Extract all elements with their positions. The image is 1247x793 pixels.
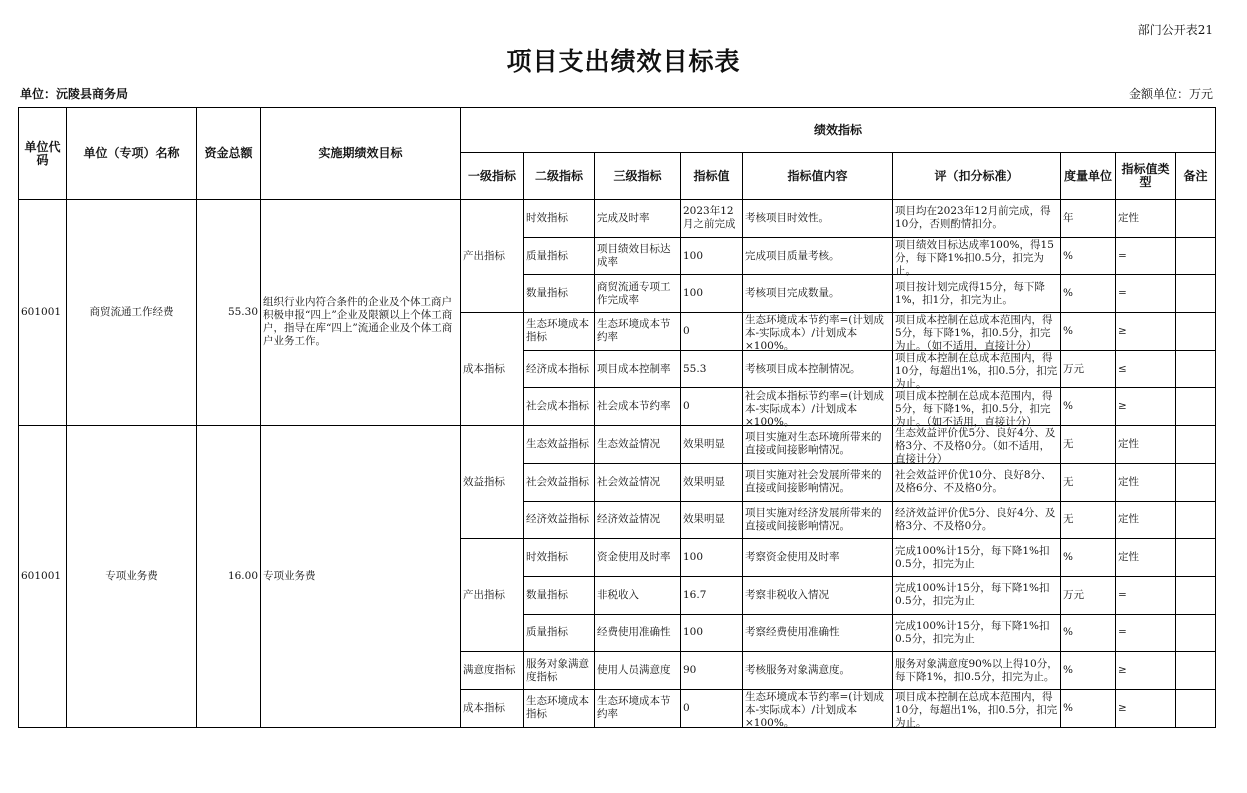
value-cell-text: 90 — [683, 664, 697, 677]
measure-unit-cell — [1061, 614, 1116, 652]
remark-cell — [1176, 350, 1216, 388]
content-cell — [743, 350, 893, 388]
criteria-cell — [893, 539, 1061, 577]
level2-cell — [524, 539, 595, 577]
level2-cell — [524, 313, 595, 351]
level3-cell-text: 生态环境成本节约率 — [597, 695, 671, 721]
content-cell-text: 考核项目完成数量。 — [745, 287, 840, 300]
level2-cell — [524, 501, 595, 539]
header-content: 指标值内容 — [743, 153, 893, 200]
remark-cell — [1176, 275, 1216, 313]
level2-cell-text: 生态环境成本指标 — [526, 318, 589, 344]
content-cell-text: 考察经费使用准确性 — [745, 626, 840, 639]
level2-cell-text: 经济成本指标 — [526, 362, 589, 375]
project-name-cell — [67, 426, 197, 728]
content-cell — [743, 539, 893, 577]
header-criteria: 评（扣分标准） — [893, 153, 1061, 200]
value-cell-text: 100 — [683, 249, 704, 262]
value-type-cell — [1116, 652, 1176, 690]
value-cell-text: 100 — [683, 287, 704, 300]
criteria-cell-text: 项目成本控制在总成本范围内，得5分，每下降1%，扣0.5分，扣完为止。（如不适用，直接计分） — [895, 389, 1053, 428]
criteria-cell-text: 经济效益评价优5分、良好4分、及格3分、不及格0分。 — [895, 506, 1056, 532]
level2-cell — [524, 463, 595, 501]
table-number-label: 部门公开表21 — [1137, 23, 1213, 37]
measure-unit-cell — [1061, 313, 1116, 351]
measure-unit-cell — [1061, 576, 1116, 614]
value-type-cell — [1116, 689, 1176, 727]
value-type-cell-text: 定性 — [1118, 437, 1139, 450]
amount-cell-text: 55.30 — [227, 306, 258, 319]
measure-unit-cell-text: % — [1063, 400, 1073, 413]
value-cell — [681, 350, 743, 388]
measure-unit-cell-text: % — [1063, 324, 1073, 337]
level1-cell-text: 产出指标 — [463, 249, 505, 262]
value-type-cell — [1116, 614, 1176, 652]
value-type-cell — [1116, 426, 1176, 464]
level3-cell — [595, 237, 681, 275]
measure-unit-cell-text: % — [1063, 551, 1073, 564]
content-cell — [743, 275, 893, 313]
level2-cell — [524, 689, 595, 727]
measure-unit-cell-text: % — [1063, 664, 1073, 677]
content-cell-text: 考察资金使用及时率 — [745, 551, 840, 564]
amount-cell — [197, 426, 261, 728]
criteria-cell — [893, 614, 1061, 652]
measure-unit-cell-text: 无 — [1063, 475, 1074, 488]
goal-cell-text: 专项业务费 — [263, 569, 316, 582]
value-cell — [681, 426, 743, 464]
level2-cell — [524, 426, 595, 464]
value-cell — [681, 501, 743, 539]
value-type-cell-text: 定性 — [1118, 513, 1139, 526]
level1-cell — [461, 426, 524, 539]
content-cell-text: 考察非税收入情况 — [745, 588, 829, 601]
level3-cell-text: 项目绩效目标达成率 — [597, 243, 671, 269]
header-value: 指标值 — [681, 153, 743, 200]
measure-unit-cell-text: 年 — [1063, 211, 1074, 224]
level3-cell — [595, 539, 681, 577]
header-indicators: 绩效指标 — [461, 108, 1216, 153]
amount-cell — [197, 200, 261, 426]
measure-unit-cell — [1061, 388, 1116, 426]
value-cell-text: 100 — [683, 626, 704, 639]
measure-unit-cell-text: 无 — [1063, 437, 1074, 450]
level3-cell-text: 生态效益情况 — [597, 437, 660, 450]
goal-cell — [261, 200, 461, 426]
measure-unit-cell — [1061, 350, 1116, 388]
content-cell — [743, 652, 893, 690]
level3-cell — [595, 689, 681, 727]
value-cell-text: 0 — [683, 400, 690, 413]
content-cell — [743, 237, 893, 275]
content-cell — [743, 388, 893, 426]
criteria-cell-text: 项目成本控制在总成本范围内，得10分，每超出1%，扣0.5分，扣完为止。 — [895, 352, 1058, 391]
remark-cell — [1176, 388, 1216, 426]
header-goal: 实施期绩效目标 — [261, 108, 461, 200]
measure-unit-cell — [1061, 426, 1116, 464]
goal-cell — [261, 426, 461, 728]
criteria-cell-text: 项目绩效目标达成率100%，得15分，每下降1%扣0.5分，扣完为止。 — [895, 239, 1054, 278]
measure-unit-cell — [1061, 539, 1116, 577]
header-name: 单位（专项）名称 — [67, 108, 197, 200]
value-type-cell-text: = — [1118, 588, 1127, 601]
level3-cell — [595, 501, 681, 539]
measure-unit-cell-text: 万元 — [1063, 588, 1084, 601]
level3-cell-text: 项目成本控制率 — [597, 362, 671, 375]
value-cell — [681, 275, 743, 313]
level1-cell-text: 成本指标 — [463, 701, 505, 714]
level2-cell-text: 时效指标 — [526, 211, 568, 224]
level1-cell-text: 效益指标 — [463, 475, 505, 488]
criteria-cell — [893, 689, 1061, 730]
remark-cell — [1176, 313, 1216, 351]
value-type-cell — [1116, 313, 1176, 351]
level2-cell-text: 质量指标 — [526, 249, 568, 262]
remark-cell — [1176, 539, 1216, 577]
level2-cell — [524, 275, 595, 313]
level2-cell-text: 质量指标 — [526, 626, 568, 639]
value-cell — [681, 689, 743, 727]
level2-cell — [524, 350, 595, 388]
measure-unit-cell-text: % — [1063, 249, 1073, 262]
level1-cell — [461, 313, 524, 426]
level2-cell-text: 数量指标 — [526, 287, 568, 300]
measure-unit-cell — [1061, 652, 1116, 690]
criteria-cell — [893, 652, 1061, 690]
measure-unit-cell — [1061, 689, 1116, 727]
remark-cell — [1176, 237, 1216, 275]
value-type-cell-text: 定性 — [1118, 475, 1139, 488]
remark-cell — [1176, 200, 1216, 238]
level2-cell — [524, 652, 595, 690]
value-cell — [681, 313, 743, 351]
criteria-cell — [893, 237, 1061, 278]
value-cell-text: 16.7 — [683, 588, 707, 601]
content-cell — [743, 200, 893, 238]
criteria-cell — [893, 200, 1061, 238]
header-amount: 资金总额 — [197, 108, 261, 200]
level1-cell — [461, 652, 524, 690]
content-cell — [743, 501, 893, 539]
content-cell — [743, 614, 893, 652]
level1-cell-text: 产出指标 — [463, 588, 505, 601]
level2-cell — [524, 614, 595, 652]
value-type-cell-text: ≥ — [1118, 664, 1127, 677]
content-cell-text: 生态环境成本节约率=(计划成本-实际成本）/计划成本×100%。 — [745, 691, 884, 730]
remark-cell — [1176, 614, 1216, 652]
level2-cell — [524, 576, 595, 614]
level3-cell-text: 经费使用准确性 — [597, 626, 671, 639]
level1-cell-text: 成本指标 — [463, 362, 505, 375]
header-value-type: 指标值类型 — [1116, 153, 1176, 200]
content-cell-text: 考核服务对象满意度。 — [745, 664, 850, 677]
level2-cell — [524, 237, 595, 275]
criteria-cell — [893, 275, 1061, 313]
header-level2: 二级指标 — [524, 153, 595, 200]
goal-cell-text: 组织行业内符合条件的企业及个体工商户积极申报“四上”企业及限额以上个体工商户，指导在库“四上”流通企业及个体工商户业务工作。 — [263, 295, 453, 347]
value-cell — [681, 576, 743, 614]
level3-cell — [595, 614, 681, 652]
money-unit-label: 金额单位：万元 — [1128, 87, 1213, 101]
measure-unit-cell-text: % — [1063, 287, 1073, 300]
value-type-cell — [1116, 237, 1176, 275]
level2-cell-text: 时效指标 — [526, 551, 568, 564]
content-cell — [743, 576, 893, 614]
level3-cell — [595, 388, 681, 426]
value-type-cell-text: 定性 — [1118, 211, 1139, 224]
unit-label: 单位：沅陵县商务局 — [20, 87, 129, 101]
value-cell — [681, 539, 743, 577]
content-cell — [743, 313, 893, 351]
content-cell — [743, 463, 893, 501]
criteria-cell-text: 完成100%计15分，每下降1%扣0.5分，扣完为止 — [895, 544, 1050, 570]
value-cell-text: 效果明显 — [683, 513, 725, 526]
header-remark: 备注 — [1176, 153, 1216, 200]
unit-code-cell-text: 601001 — [21, 306, 62, 319]
remark-cell — [1176, 501, 1216, 539]
level1-cell — [461, 539, 524, 652]
criteria-cell-text: 项目按计划完成得15分，每下降1%，扣1分，扣完为止。 — [895, 280, 1045, 306]
measure-unit-cell-text: 万元 — [1063, 362, 1084, 375]
value-type-cell — [1116, 501, 1176, 539]
criteria-cell — [893, 388, 1061, 426]
table-row — [19, 200, 1216, 238]
content-cell-text: 生态环境成本节约率=(计划成本-实际成本）/计划成本×100%。 — [745, 314, 884, 353]
project-name-cell-text: 专项业务费 — [105, 569, 158, 582]
level2-cell-text: 数量指标 — [526, 588, 568, 601]
level2-cell-text: 社会成本指标 — [526, 400, 589, 413]
measure-unit-cell — [1061, 275, 1116, 313]
content-cell-text: 项目实施对社会发展所带来的直接或间接影响情况。 — [745, 469, 882, 495]
value-type-cell — [1116, 388, 1176, 426]
value-type-cell-text: ≥ — [1118, 701, 1127, 714]
value-cell-text: 55.3 — [683, 362, 707, 375]
level3-cell-text: 非税收入 — [597, 588, 639, 601]
header-measure-unit: 度量单位 — [1061, 153, 1116, 200]
level2-cell-text: 经济效益指标 — [526, 513, 589, 526]
content-cell-text: 完成项目质量考核。 — [745, 249, 840, 262]
measure-unit-cell — [1061, 463, 1116, 501]
measure-unit-cell-text: % — [1063, 626, 1073, 639]
remark-cell — [1176, 652, 1216, 690]
level3-cell-text: 生态环境成本节约率 — [597, 318, 671, 344]
level3-cell-text: 完成及时率 — [597, 211, 650, 224]
page-title: 项目支出绩效目标表 — [506, 47, 741, 76]
value-type-cell-text: ≥ — [1118, 400, 1127, 413]
value-type-cell — [1116, 350, 1176, 388]
value-cell-text: 2023年12月之前完成 — [683, 205, 736, 231]
level3-cell — [595, 200, 681, 238]
remark-cell — [1176, 426, 1216, 464]
criteria-cell — [893, 576, 1061, 614]
header-level3: 三级指标 — [595, 153, 681, 200]
unit-code-cell — [19, 200, 67, 426]
measure-unit-cell — [1061, 200, 1116, 238]
level3-cell-text: 使用人员满意度 — [597, 664, 671, 677]
level3-cell-text: 商贸流通专项工作完成率 — [597, 280, 671, 306]
value-cell — [681, 614, 743, 652]
value-type-cell — [1116, 576, 1176, 614]
criteria-cell-text: 项目均在2023年12月前完成，得10分，否则酌情扣分。 — [895, 205, 1051, 231]
value-type-cell-text: = — [1118, 626, 1127, 639]
performance-table — [18, 107, 1216, 728]
criteria-cell — [893, 313, 1061, 351]
value-cell-text: 效果明显 — [683, 437, 725, 450]
criteria-cell-text: 完成100%计15分，每下降1%扣0.5分，扣完为止 — [895, 582, 1050, 608]
content-cell — [743, 689, 893, 730]
level3-cell-text: 社会成本节约率 — [597, 400, 671, 413]
value-cell — [681, 237, 743, 275]
value-type-cell-text: = — [1118, 287, 1127, 300]
level2-cell-text: 服务对象满意度指标 — [526, 657, 589, 683]
level2-cell — [524, 200, 595, 238]
level1-cell — [461, 689, 524, 727]
level3-cell — [595, 463, 681, 501]
level3-cell — [595, 313, 681, 351]
level1-cell-text: 满意度指标 — [463, 664, 516, 677]
criteria-cell — [893, 501, 1061, 539]
value-cell-text: 效果明显 — [683, 475, 725, 488]
value-cell — [681, 388, 743, 426]
criteria-cell-text: 项目成本控制在总成本范围内，得5分，每下降1%，扣0.5分，扣完为止。（如不适用，直接计分） — [895, 314, 1053, 353]
value-type-cell-text: ≤ — [1118, 362, 1127, 375]
value-type-cell-text: ≥ — [1118, 324, 1127, 337]
value-type-cell — [1116, 463, 1176, 501]
measure-unit-cell — [1061, 501, 1116, 539]
level2-cell-text: 社会效益指标 — [526, 475, 589, 488]
level2-cell — [524, 388, 595, 426]
value-type-cell-text: 定性 — [1118, 551, 1139, 564]
remark-cell — [1176, 689, 1216, 727]
measure-unit-cell-text: % — [1063, 701, 1073, 714]
criteria-cell-text: 完成100%计15分，每下降1%扣0.5分，扣完为止 — [895, 619, 1050, 645]
measure-unit-cell-text: 无 — [1063, 513, 1074, 526]
unit-code-cell — [19, 426, 67, 728]
amount-cell-text: 16.00 — [227, 569, 258, 582]
content-cell-text: 项目实施对生态环境所带来的直接或间接影响情况。 — [745, 431, 882, 457]
content-cell-text: 项目实施对经济发展所带来的直接或间接影响情况。 — [745, 506, 882, 532]
criteria-cell-text: 社会效益评价优10分、良好8分、及格6分、不及格0分。 — [895, 469, 1052, 495]
level3-cell — [595, 426, 681, 464]
level2-cell-text: 生态效益指标 — [526, 437, 589, 450]
remark-cell — [1176, 463, 1216, 501]
table-body — [19, 200, 1216, 728]
level3-cell-text: 资金使用及时率 — [597, 551, 671, 564]
value-cell-text: 0 — [683, 324, 690, 337]
criteria-cell-text: 项目成本控制在总成本范围内，得10分，每超出1%，扣0.5分，扣完为止。 — [895, 691, 1058, 730]
level3-cell — [595, 576, 681, 614]
level2-cell-text: 生态环境成本指标 — [526, 695, 589, 721]
level3-cell — [595, 652, 681, 690]
header-level1: 一级指标 — [461, 153, 524, 200]
criteria-cell — [893, 463, 1061, 501]
level1-cell — [461, 200, 524, 313]
value-type-cell — [1116, 275, 1176, 313]
content-cell — [743, 426, 893, 464]
value-cell — [681, 652, 743, 690]
content-cell-text: 考核项目成本控制情况。 — [745, 362, 861, 375]
unit-code-cell-text: 601001 — [21, 569, 62, 582]
value-cell-text: 0 — [683, 701, 690, 714]
criteria-cell — [893, 350, 1061, 391]
criteria-cell-text: 服务对象满意度90%以上得10分，每下降1%，扣0.5分，扣完为止。 — [895, 657, 1058, 683]
content-cell-text: 考核项目时效性。 — [745, 211, 829, 224]
value-type-cell — [1116, 200, 1176, 238]
value-cell-text: 100 — [683, 551, 704, 564]
project-name-cell — [67, 200, 197, 426]
measure-unit-cell — [1061, 237, 1116, 275]
content-cell-text: 社会成本指标节约率=(计划成本-实际成本）/计划成本×100%。 — [745, 389, 884, 428]
criteria-cell — [893, 426, 1061, 464]
level3-cell-text: 经济效益情况 — [597, 513, 660, 526]
remark-cell — [1176, 576, 1216, 614]
level3-cell — [595, 275, 681, 313]
criteria-cell-text: 生态效益评价优5分、良好4分、及格3分、不及格0分。（如不适用，直接计分） — [895, 427, 1056, 466]
table-row — [19, 426, 1216, 464]
project-name-cell-text: 商贸流通工作经费 — [89, 306, 174, 319]
value-cell — [681, 463, 743, 501]
value-type-cell — [1116, 539, 1176, 577]
header-code: 单位代码 — [19, 108, 67, 200]
value-cell — [681, 200, 743, 238]
value-type-cell-text: = — [1118, 249, 1127, 262]
level3-cell — [595, 350, 681, 388]
level3-cell-text: 社会效益情况 — [597, 475, 660, 488]
